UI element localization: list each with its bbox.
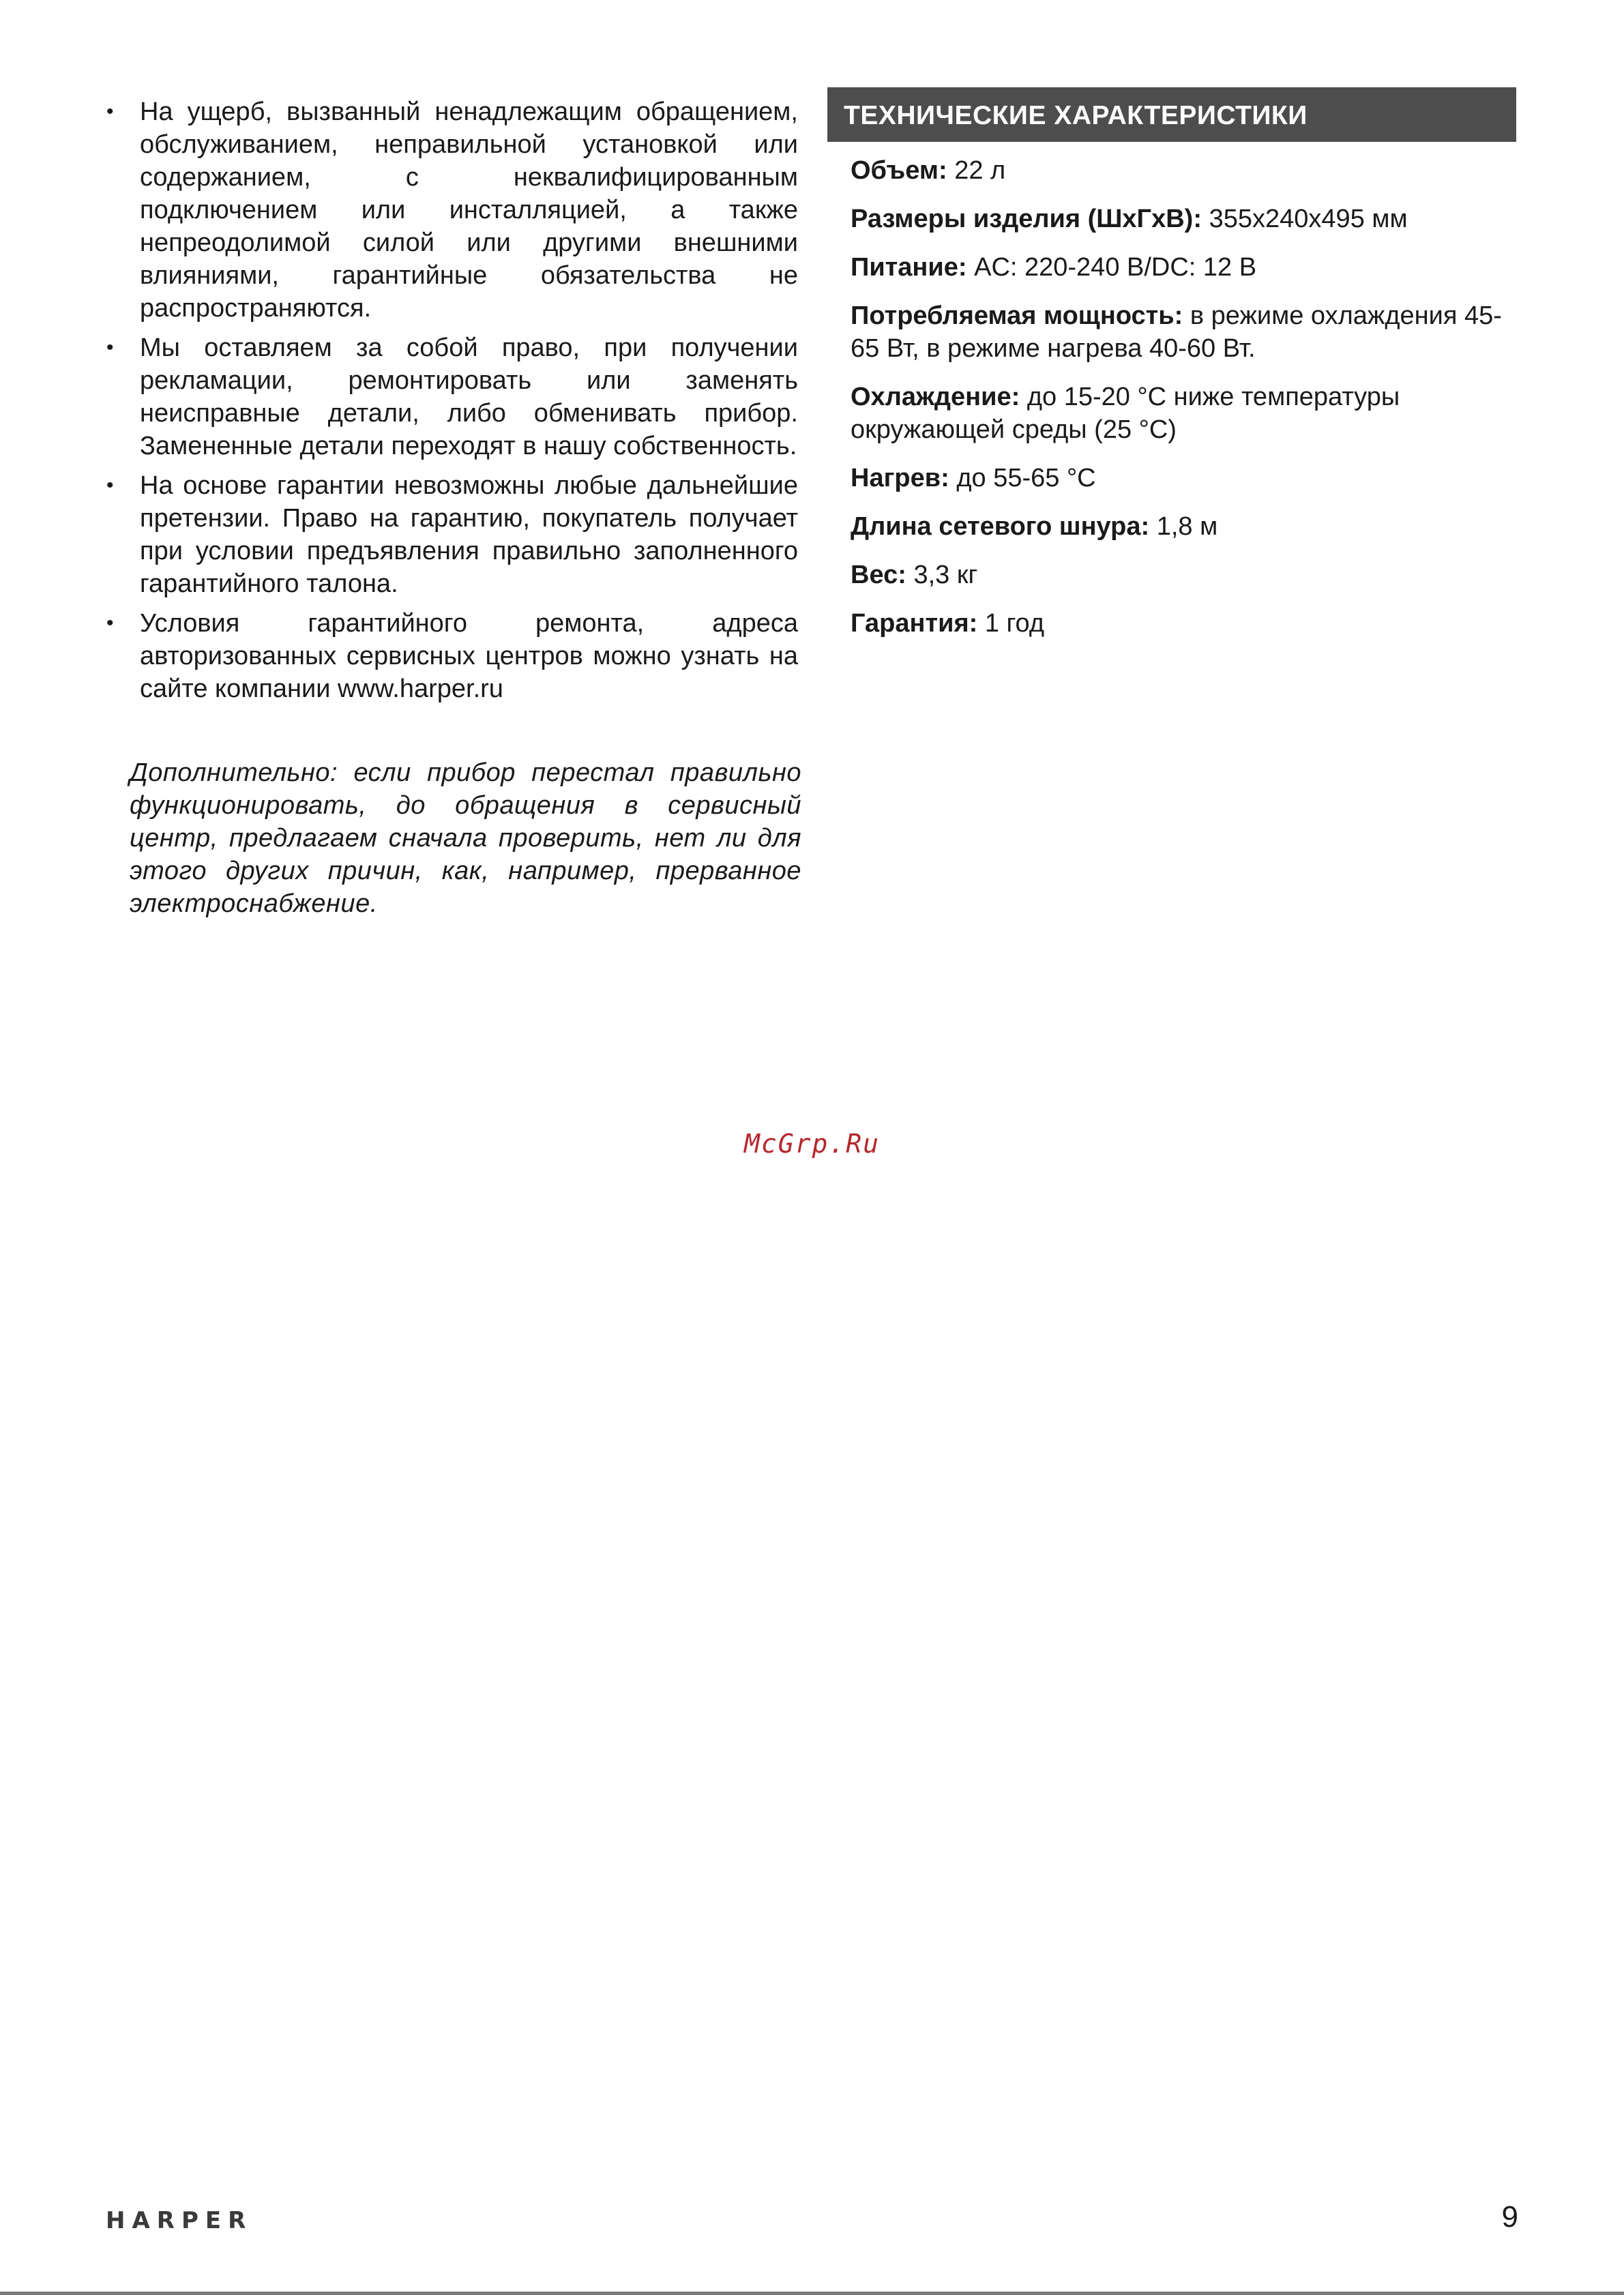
tech-specs-section <box>827 87 1516 655</box>
spec-label: Охлаждение: <box>851 383 1020 411</box>
warranty-bullet-text: На ущерб, вызванный ненадлежащим обращением, обслуживанием, неправильной установкой или содержанием, с неквалифицированным подключением или инсталляцией, а также непреодолимой силой или другими внешними влияниями, гарантийные обязательства не распространяются. <box>140 98 798 323</box>
spec-label: Нагрев: <box>851 464 949 492</box>
spec-value: AC: 220-240 В/DC: 12 В <box>974 253 1257 282</box>
spec-power-consumption <box>851 299 1503 365</box>
spec-heating <box>851 462 1503 494</box>
spec-value: 1,8 м <box>1156 512 1218 541</box>
spec-weight <box>851 559 1503 591</box>
bullet-icon: • <box>106 336 114 359</box>
bullet-icon: • <box>106 100 114 123</box>
warranty-bullet-list <box>102 95 798 705</box>
spec-value: 22 л <box>954 156 1006 185</box>
bottom-divider <box>0 2292 1624 2295</box>
spec-dimensions <box>851 203 1503 235</box>
spec-value: до 15-20 °С ниже температуры окружающей среды (25 °С) <box>851 383 1400 444</box>
bullet-icon: • <box>106 612 114 634</box>
warranty-section <box>102 95 801 946</box>
warranty-bullet-text: Условия гарантийного ремонта, адреса авторизованных сервисных центров можно узнать на сайте компании www.harper.ru <box>140 609 798 703</box>
additional-note: Дополнительно: если прибор перестал правильно функционировать, до обращения в сервисный центр, предлагаем сначала проверить, нет ли для этого других причин, как, например, прерванное электроснабжение. <box>130 758 801 918</box>
spec-power-supply <box>851 251 1503 284</box>
spec-value: 1 год <box>984 609 1045 638</box>
harper-logo: HARPER <box>106 2207 253 2234</box>
warranty-bullet <box>102 607 798 705</box>
spec-label: Размеры изделия (ШхГхВ): <box>851 205 1202 233</box>
spec-volume <box>851 154 1503 187</box>
warranty-bullet <box>102 95 798 325</box>
warranty-bullet-text: Мы оставляем за собой право, при получении рекламации, ремонтировать или заменять неисправные детали, либо обменивать прибор. Замененные детали переходят в нашу собственность. <box>140 334 798 460</box>
spec-value: 355x240x495 мм <box>1209 205 1408 233</box>
warranty-bullet-text: На основе гарантии невозможны любые дальнейшие претензии. Право на гарантию, покупатель получает при условии предъявления правильно заполненного гарантийного талона. <box>140 471 798 598</box>
spec-label: Вес: <box>851 561 906 589</box>
tech-specs-title: ТЕХНИЧЕСКИЕ ХАРАКТЕРИСТИКИ <box>827 87 1516 142</box>
spec-value: в режиме охлаждения 45-65 Вт, в режиме нагрева 40-60 Вт. <box>851 301 1502 363</box>
spec-value: до 55-65 °С <box>956 464 1096 492</box>
tech-specs-list <box>827 154 1516 640</box>
warranty-bullet <box>102 331 798 462</box>
bullet-icon: • <box>106 474 114 497</box>
spec-cooling <box>851 381 1503 446</box>
spec-label: Гарантия: <box>851 609 978 638</box>
page-number: 9 <box>1501 2200 1518 2234</box>
spec-value: 3,3 кг <box>913 561 978 589</box>
spec-warranty <box>851 607 1503 640</box>
watermark-text: McGrp.Ru <box>743 1129 881 1159</box>
spec-label: Длина сетевого шнура: <box>851 512 1150 541</box>
spec-label: Потребляемая мощность: <box>851 301 1183 330</box>
warranty-bullet <box>102 469 798 600</box>
spec-label: Объем: <box>851 156 947 185</box>
spec-cord-length <box>851 510 1503 543</box>
spec-label: Питание: <box>851 253 967 282</box>
